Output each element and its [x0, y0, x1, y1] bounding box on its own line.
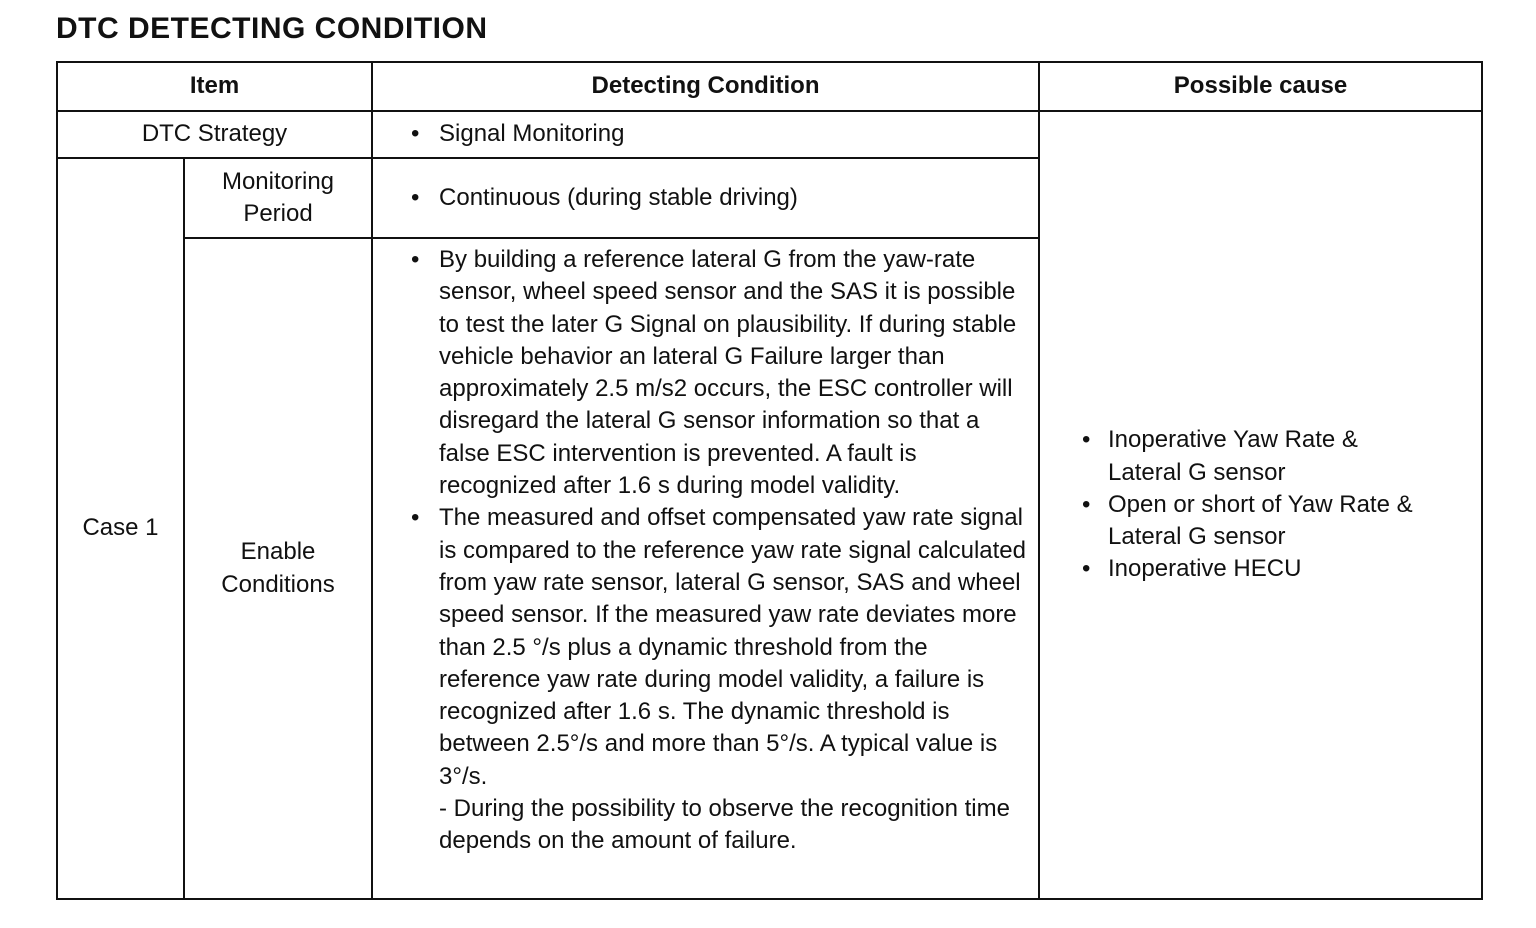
enable-condition-note: - During the possibility to observe the recognition time depends on the amount of failure.: [439, 795, 1010, 855]
header-possible-cause: Possible cause: [1039, 62, 1482, 111]
monitoring-period-condition-cell: [372, 158, 1039, 238]
dtc-strategy-condition-cell: [372, 111, 1039, 158]
monitoring-period-condition: • Continuous (during stable driving): [373, 182, 1038, 214]
case-label: Case 1: [57, 158, 184, 899]
dtc-condition-table: [56, 61, 1483, 900]
page-title: DTC DETECTING CONDITION: [56, 12, 488, 45]
header-item: Item: [57, 62, 372, 111]
monitoring-period-label-line1: Monitoring: [221, 167, 335, 195]
possible-cause-item: • Inoperative HECU: [1040, 553, 1441, 585]
possible-cause-item: • Inoperative Yaw Rate & Lateral G sensor: [1040, 424, 1441, 489]
monitoring-period-label-line2: Period: [243, 200, 313, 227]
enable-condition-bullet-1: • By building a reference lateral G from the yaw-rate sensor, wheel speed sensor and the SAS it is possible to test the later G Signal on plausibility. If during stable vehicle behavior an lateral G Failure larger than approximately 2.5 m/s2 occurs, the ESC controller will disregard the lateral G sensor information so that a false ESC intervention is prevented. A fault is recognized after 1.6 s during model validity.: [373, 244, 1038, 502]
enable-conditions-label: [184, 238, 372, 899]
enable-conditions-cell: [372, 238, 1039, 899]
enable-condition-bullet-2-text: The measured and offset compensated yaw rate signal is compared to the reference yaw rate signal calculated from yaw rate sensor, lateral G sensor, SAS and wheel speed sensor. If the measured yaw rate deviates more than 2.5 °/s plus a dynamic threshold from the reference yaw rate during model validity, a failure is recognized after 1.6 s. The dynamic threshold is between 2.5°/s and more than 5°/s. A typical value is 3°/s.: [439, 504, 1026, 790]
enable-conditions-label-line2: Conditions: [221, 570, 335, 598]
dtc-strategy-label: DTC Strategy: [57, 111, 372, 158]
table-row-dtc-strategy: [57, 111, 1482, 158]
table-header-row: [57, 62, 1482, 111]
enable-conditions-label-line1: Enable: [240, 538, 316, 566]
monitoring-period-label: [184, 158, 372, 238]
header-detecting-condition: Detecting Condition: [372, 62, 1039, 111]
dtc-strategy-condition: • Signal Monitoring: [373, 118, 1038, 150]
possible-cause-cell: [1039, 111, 1482, 899]
possible-cause-item: • Open or short of Yaw Rate & Lateral G sensor: [1040, 489, 1441, 554]
enable-condition-bullet-2: [373, 502, 1038, 857]
